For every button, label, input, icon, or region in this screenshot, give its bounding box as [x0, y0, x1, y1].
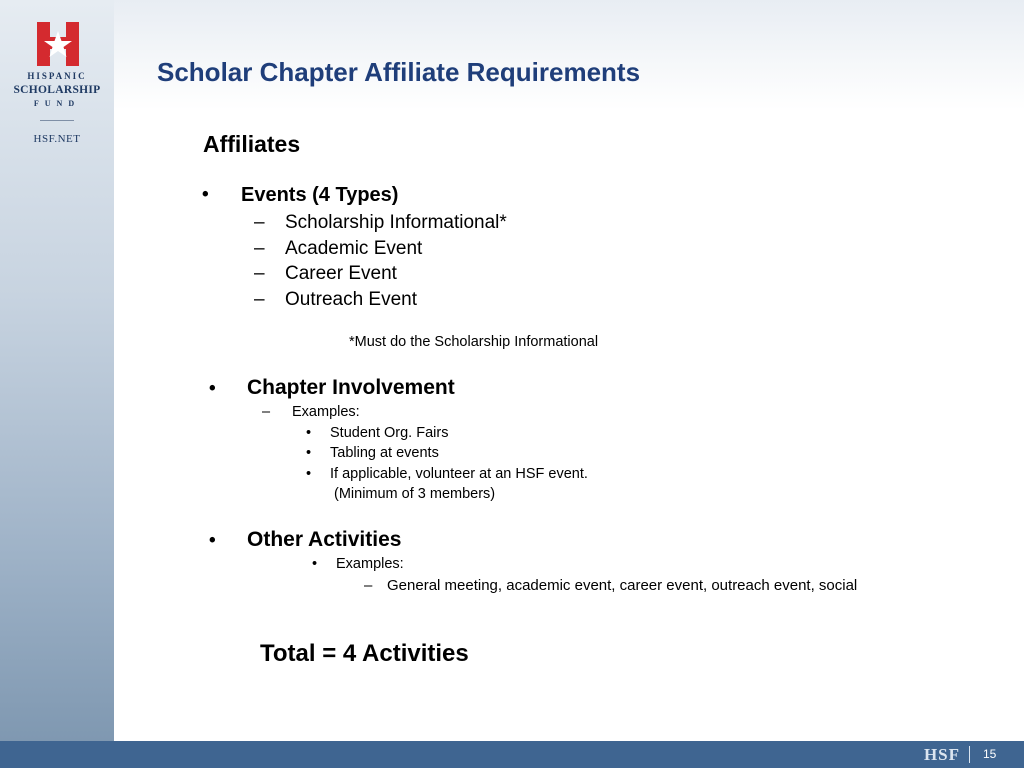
total-activities: Total = 4 Activities — [260, 640, 469, 667]
events-bullet: • — [202, 184, 209, 205]
chapter-example: If applicable, volunteer at an HSF event. — [330, 466, 588, 482]
events-item: Outreach Event — [285, 289, 418, 310]
other-detail: General meeting, academic event, career event, outreach event, social — [387, 577, 858, 594]
chapter-bullet: • — [209, 378, 216, 399]
header-band — [114, 0, 1024, 110]
bullet-icon: • — [312, 556, 318, 572]
other-bullet: • — [209, 530, 216, 551]
footer-separator — [969, 746, 970, 763]
dash-icon: – — [254, 212, 265, 233]
other-label: Other Activities — [247, 528, 402, 551]
bullet-icon: • — [306, 425, 312, 441]
events-item: Career Event — [285, 263, 397, 284]
dash-icon: – — [254, 238, 265, 259]
logo-divider — [40, 120, 74, 121]
dash-icon: – — [254, 289, 265, 310]
events-note: *Must do the Scholarship Informational — [349, 334, 599, 350]
bullet-icon: • — [306, 466, 312, 482]
chapter-example: Student Org. Fairs — [330, 425, 449, 441]
logo-text-fund: FUND — [33, 99, 81, 108]
logo-site: HSF.NET — [33, 133, 81, 145]
logo-text-scholarship: SCHOLARSHIP — [13, 84, 101, 96]
dash-icon: – — [254, 263, 265, 284]
slide-title: Scholar Chapter Affiliate Requirements — [157, 57, 641, 87]
chapter-examples-label: Examples: — [292, 404, 360, 420]
other-examples-label: Examples: — [336, 556, 404, 572]
events-item: Academic Event — [285, 238, 423, 259]
events-label: Events (4 Types) — [241, 184, 399, 206]
logo-text-hispanic: HISPANIC — [27, 71, 87, 81]
page-number: 15 — [983, 747, 997, 761]
footer-brand: HSF — [923, 745, 960, 764]
section-heading: Affiliates — [203, 131, 301, 157]
hsf-logo-icon — [37, 22, 79, 66]
events-item: Scholarship Informational* — [285, 212, 507, 233]
footer-bar — [0, 741, 1024, 768]
dash-icon: – — [262, 404, 271, 420]
dash-icon: – — [364, 577, 373, 594]
chapter-note: (Minimum of 3 members) — [334, 486, 496, 502]
sidebar — [0, 0, 114, 741]
bullet-icon: • — [306, 445, 312, 461]
chapter-label: Chapter Involvement — [247, 376, 455, 399]
chapter-example: Tabling at events — [330, 445, 439, 461]
